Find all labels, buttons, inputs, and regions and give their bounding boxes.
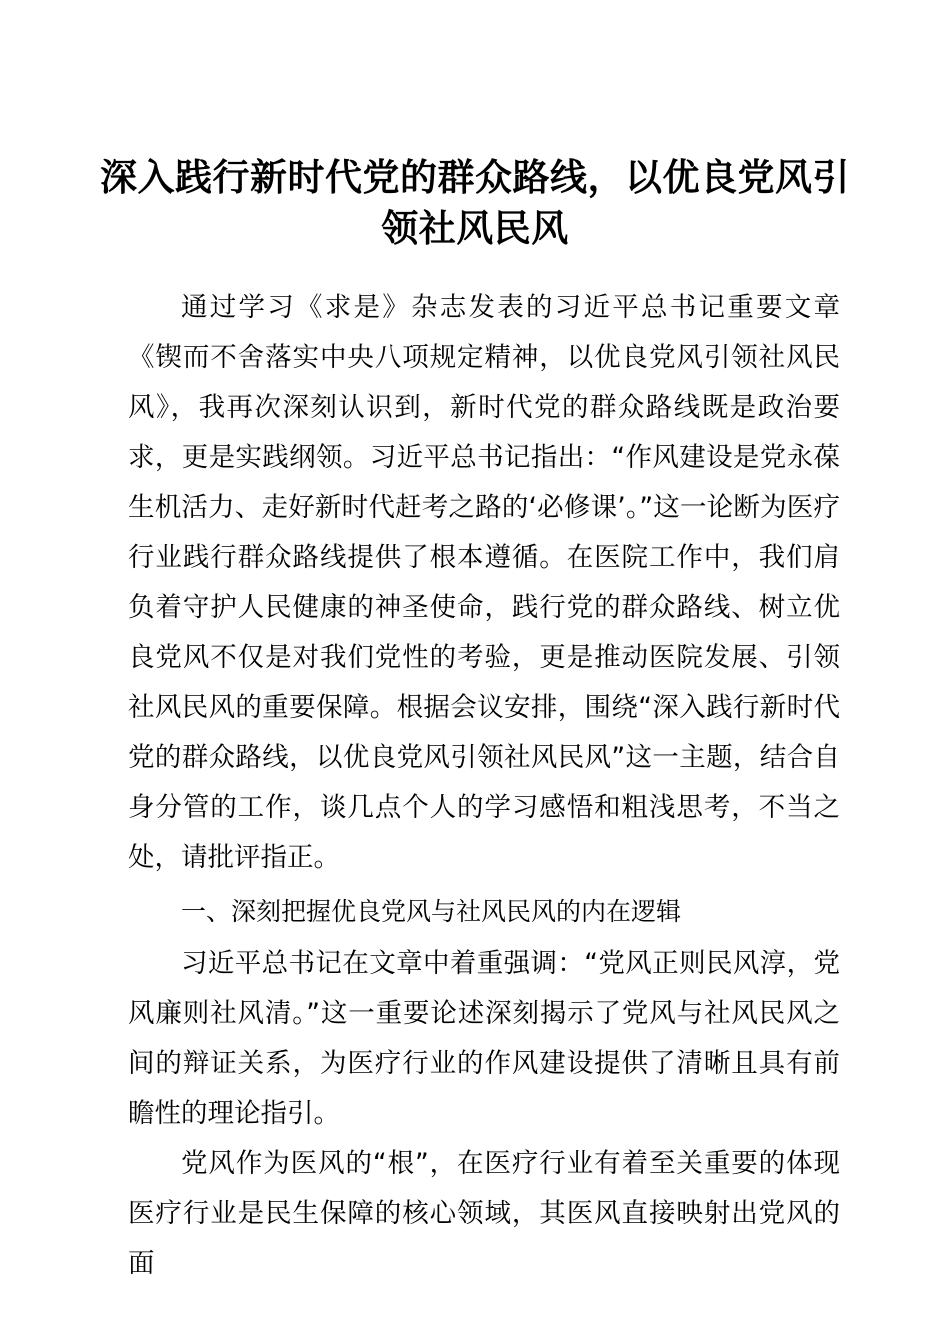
section-heading: 一、深刻把握优良党风与社风民风的内在逻辑 <box>181 897 682 926</box>
document-body <box>128 283 840 1289</box>
section-paragraph: 党风作为医风的“根”，在医疗行业有着至关重要的体现医疗行业是民生保障的核心领域，其医风直接映射出党风的面 <box>128 1148 840 1279</box>
document-title: 深入践行新时代党的群众路线，以优良党风引领社风民风 <box>100 156 850 250</box>
section-paragraph: 习近平总书记在文章中着重强调：“党风正则民风淳，党风廉则社风清。”这一重要论述深刻揭示了党风与社风民风之间的辩证关系，为医疗行业的作风建设提供了清晰且具有前瞻性的理论指引。 <box>128 948 840 1129</box>
intro-paragraph: 通过学习《求是》杂志发表的习近平总书记重要文章《锲而不舍落实中央八项规定精神，以优良党风引领社风民风》，我再次深刻认识到，新时代党的群众路线既是政治要求，更是实践纲领。习近平总书记指出：“作风建设是党永葆生机活力、走好新时代赶考之路的‘必修课’。”这一论断为医疗行业践行群众路线提供了根本遵循。在医院工作中，我们肩负着守护人民健康的神圣使命，践行党的群众路线、树立优良党风不仅是对我们党性的考验，更是推动医院发展、引领社风民风的重要保障。根据会议安排，围绕“深入践行新时代党的群众路线，以优良党风引领社风民风”这一主题，结合自身分管的工作，谈几点个人的学习感悟和粗浅思考，不当之处，请批评指正。 <box>128 292 840 873</box>
